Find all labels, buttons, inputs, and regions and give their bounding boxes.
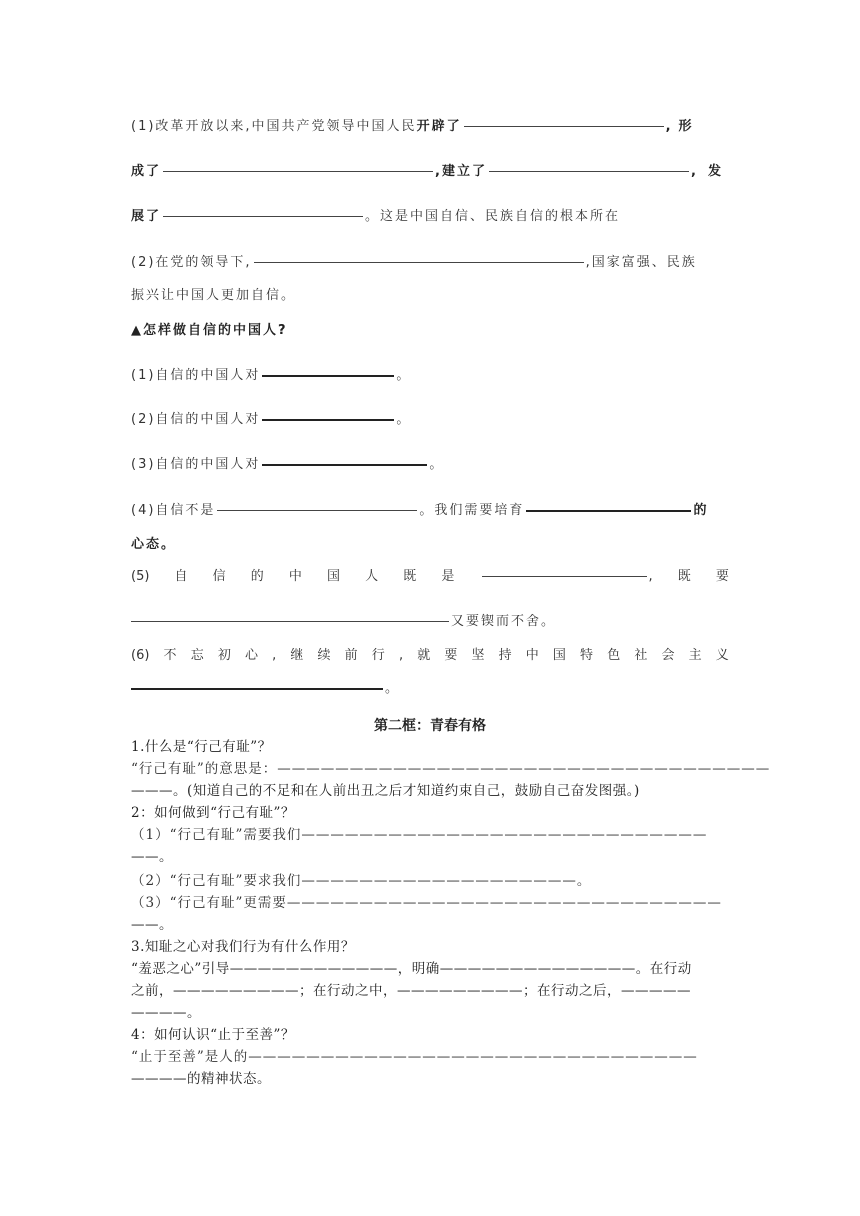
section-line: 之前，—————————；在行动之中，—————————；在行动之后，————— bbox=[131, 983, 691, 999]
q6-char: 国 bbox=[552, 648, 566, 663]
blank-q3[interactable] bbox=[262, 464, 427, 466]
q1-line bbox=[131, 367, 729, 385]
item-2-line-1 bbox=[131, 254, 729, 272]
item-1-keyword-4a: 发 bbox=[707, 164, 723, 179]
section-line: ————。 bbox=[131, 1005, 201, 1021]
item-1-keyword-3: 建立了 bbox=[441, 164, 487, 179]
item-1-line-1 bbox=[131, 118, 729, 136]
section-line: “止于至善”是人的——————————————————————————————— bbox=[131, 1049, 698, 1065]
section-line: ———。(知道自己的不足和在人前出丑之后才知道约束自己，鼓励自己奋发图强。) bbox=[131, 783, 640, 799]
blank-q6[interactable] bbox=[131, 688, 383, 690]
q6-char: 就 bbox=[417, 648, 431, 663]
item-1-comma-2: , bbox=[435, 164, 442, 179]
blank-q2[interactable] bbox=[262, 419, 394, 421]
item-1-keyword-2a: 形 bbox=[678, 119, 694, 134]
item-2-prefix: (2)在党的领导下, bbox=[131, 255, 252, 270]
q6-char: , bbox=[272, 648, 277, 663]
item-1-suffix: 。这是中国自信、民族自信的根本所在 bbox=[365, 209, 621, 224]
q5-char: 是 bbox=[441, 569, 455, 584]
blank-4[interactable] bbox=[163, 216, 363, 217]
q2-suffix: 。 bbox=[396, 412, 412, 427]
q6-char: 继 bbox=[290, 648, 304, 663]
q5-char: 要 bbox=[715, 569, 729, 584]
q5-char: 人 bbox=[365, 569, 379, 584]
q6-char: , bbox=[398, 648, 404, 663]
item-1-keyword-2b: 成了 bbox=[131, 164, 162, 179]
section-line: （1）“行己有耻”需要我们———————————————————————————— bbox=[131, 827, 708, 843]
q5-line-1 bbox=[131, 568, 729, 586]
q6-char: 义 bbox=[715, 648, 729, 663]
section-line: “行己有耻”的意思是：—————————————————————————————————— bbox=[131, 761, 771, 777]
q5-char: 既 bbox=[677, 569, 691, 584]
q5-char: (5) bbox=[131, 569, 150, 584]
q6-char: 主 bbox=[688, 648, 702, 663]
item-1-prefix: (1)改革开放以来,中国共产党领导中国人民 bbox=[131, 119, 417, 134]
blank-q5a[interactable] bbox=[482, 576, 647, 577]
item-1-line-2 bbox=[131, 163, 729, 181]
item-2-suffix-1: ,国家富强、民族 bbox=[585, 255, 697, 270]
blank-5[interactable] bbox=[254, 262, 584, 263]
item-1-keyword-1: 开辟了 bbox=[416, 119, 462, 134]
section-line: 4：如何认识“止于至善”？ bbox=[131, 1027, 295, 1043]
item-1-comma-1: , bbox=[665, 119, 673, 134]
q3-prefix: (3)自信的中国人对 bbox=[131, 457, 261, 472]
section-line: （2）“行己有耻”要求我们———————————————————。 bbox=[131, 873, 592, 889]
q5-char: 自 bbox=[174, 569, 188, 584]
section-title: 第二框：青春有格 bbox=[374, 718, 486, 734]
q6-char: 特 bbox=[580, 648, 594, 663]
blank-q4a[interactable] bbox=[217, 510, 417, 511]
q6-char: 心 bbox=[244, 648, 258, 663]
q6-suffix: 。 bbox=[385, 681, 401, 696]
section-line: ——。 bbox=[131, 917, 173, 933]
q6-char: 坚 bbox=[471, 648, 485, 663]
q6-char: 会 bbox=[661, 648, 675, 663]
q4-line-2: 心态。 bbox=[131, 537, 177, 552]
blank-1[interactable] bbox=[464, 126, 664, 127]
q6-char: 前 bbox=[344, 648, 358, 663]
blank-q5b[interactable] bbox=[131, 621, 449, 622]
q6-char: (6) bbox=[131, 648, 150, 663]
q6-char: 初 bbox=[217, 648, 231, 663]
q6-char: 社 bbox=[634, 648, 648, 663]
blank-3[interactable] bbox=[489, 171, 689, 172]
question-heading: ▲怎样做自信的中国人? bbox=[131, 323, 288, 338]
blank-2[interactable] bbox=[163, 171, 433, 172]
q2-line bbox=[131, 411, 729, 429]
q1-prefix: (1)自信的中国人对 bbox=[131, 368, 261, 383]
q4-line-1 bbox=[131, 502, 729, 520]
q5-char: 的 bbox=[250, 569, 264, 584]
q6-char: 中 bbox=[525, 648, 539, 663]
section-line: ——。 bbox=[131, 849, 173, 865]
q6-char: 持 bbox=[498, 648, 512, 663]
q2-prefix: (2)自信的中国人对 bbox=[131, 412, 261, 427]
q1-suffix: 。 bbox=[396, 368, 412, 383]
q4-prefix: (4)自信不是 bbox=[131, 503, 216, 518]
q5-char: 信 bbox=[212, 569, 226, 584]
q6-line-1 bbox=[131, 647, 729, 665]
q6-line-2 bbox=[131, 680, 729, 698]
q6-char: 行 bbox=[371, 648, 385, 663]
section-line: （3）“行己有耻”更需要—————————————————————————————— bbox=[131, 895, 722, 911]
q4-keyword: 的 bbox=[693, 503, 709, 518]
q3-suffix: 。 bbox=[429, 457, 445, 472]
q5-char: 中 bbox=[288, 569, 302, 584]
q6-char: 不 bbox=[163, 648, 177, 663]
item-2-line-2: 振兴让中国人更加自信。 bbox=[131, 288, 297, 303]
item-1-comma-3: , bbox=[690, 164, 698, 179]
section-line: “羞恶之心”引导————————————，明确——————————————。在行动 bbox=[131, 961, 692, 977]
q6-char: 色 bbox=[607, 648, 621, 663]
q6-char: 忘 bbox=[190, 648, 204, 663]
section-line: 3.知耻之心对我们行为有什么作用？ bbox=[131, 939, 355, 955]
q6-char: 续 bbox=[317, 648, 331, 663]
blank-q4b[interactable] bbox=[526, 510, 691, 512]
q6-char: 要 bbox=[444, 648, 458, 663]
q5-suffix: 又要锲而不舍。 bbox=[451, 614, 557, 629]
section-line: ————的精神状态。 bbox=[131, 1071, 271, 1087]
q5-char: 既 bbox=[403, 569, 417, 584]
q3-line bbox=[131, 456, 729, 474]
item-1-keyword-4b: 展了 bbox=[131, 209, 162, 224]
section-line: 2：如何做到“行己有耻”？ bbox=[131, 805, 295, 821]
item-1-line-3 bbox=[131, 208, 729, 226]
blank-q1[interactable] bbox=[262, 375, 394, 377]
q5-line-2 bbox=[131, 613, 729, 631]
section-line: 1.什么是“行己有耻”？ bbox=[131, 739, 272, 755]
q5-comma: , bbox=[648, 569, 653, 584]
q4-middle: 。我们需要培育 bbox=[419, 503, 525, 518]
q5-char: 国 bbox=[327, 569, 341, 584]
